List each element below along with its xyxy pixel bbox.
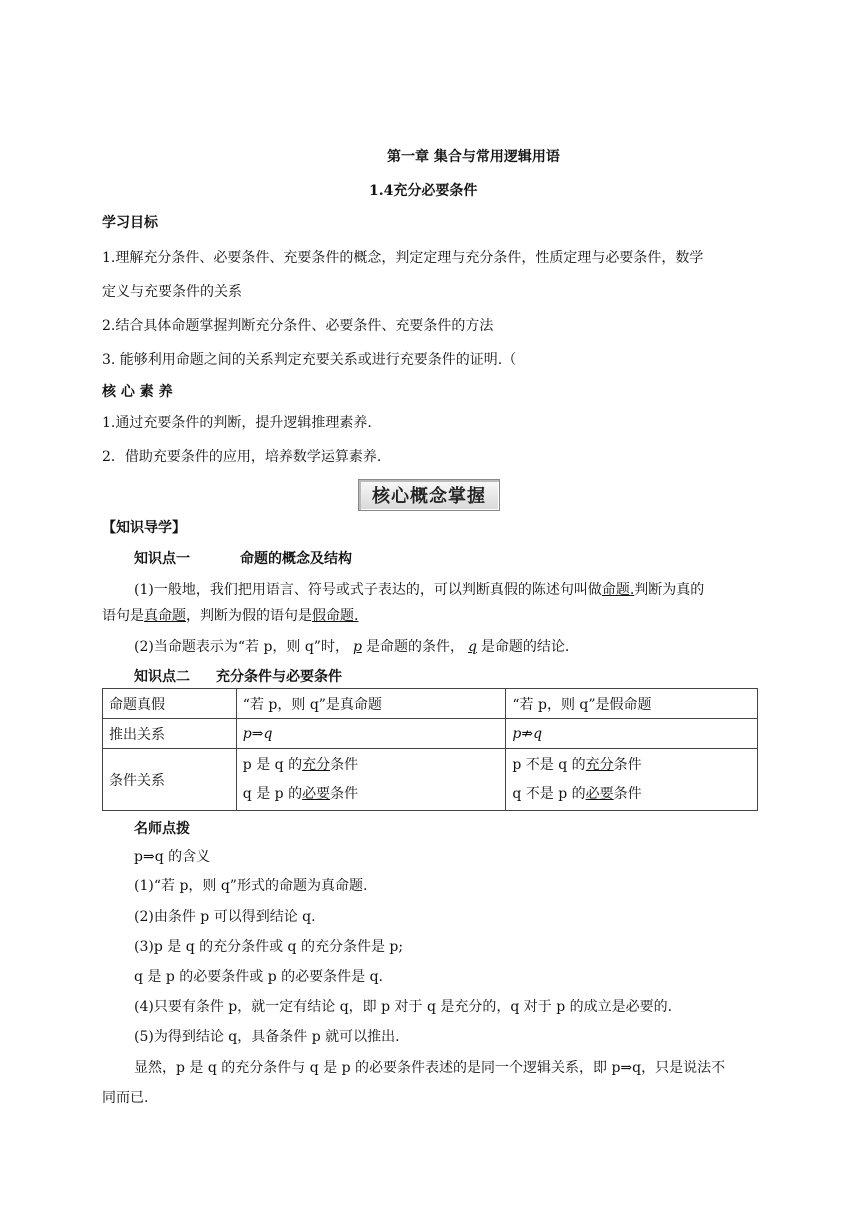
text: ，判断为假的语句是	[186, 608, 312, 624]
text: p 不是 q 的	[512, 756, 586, 773]
table-row	[103, 689, 758, 719]
cell-line	[243, 751, 500, 780]
cell-line	[512, 780, 751, 809]
objective-2: 2.结合具体命题掌握判断充分条件、必要条件、充要条件的方法	[102, 318, 494, 334]
kp1-paragraph-1-line-2	[102, 605, 358, 625]
table-cell: 条件关系	[103, 749, 237, 811]
table-cell: “若 p，则 q”是假命题	[506, 689, 758, 719]
table-row	[103, 719, 758, 749]
literacy-2: 2．借助充要条件的应用，培养数学运算素养.	[102, 449, 382, 465]
text: 判断为真的	[634, 582, 705, 598]
text: 条件	[330, 785, 359, 802]
blank-answer: 命题.	[601, 582, 635, 598]
condition-table	[102, 688, 758, 811]
tips-line: (3)p 是 q 的充分条件或 q 的充分条件是 p;	[134, 939, 404, 955]
table-cell: p⇏q	[506, 719, 758, 749]
objective-3: 3. 能够利用命题之间的关系判定充要关系或进行充要条件的证明.（	[102, 352, 517, 368]
tips-line: (5)为得到结论 q，具备条件 p 就可以推出.	[134, 1029, 400, 1045]
section-title: 1.4充分必要条件	[369, 183, 478, 199]
cell-line	[243, 780, 500, 809]
text: q 是 p 的	[242, 785, 303, 802]
text: 是命题的结论.	[480, 639, 570, 655]
tips-line: 同而已.	[102, 1090, 149, 1106]
blank-answer: 假命题.	[312, 608, 359, 624]
badge-label: 核心概念掌握	[372, 486, 486, 507]
tips-heading: 名师点拨	[134, 821, 190, 837]
cell-line	[512, 751, 751, 780]
blank-answer: 必要	[302, 785, 331, 802]
text: 条件	[613, 756, 642, 773]
text: (2)当命题表示为“若 p，则 q”时，	[134, 639, 349, 655]
objective-1-line-2: 定义与充要条件的关系	[102, 284, 242, 300]
literacy-heading: 核 心 素 养	[102, 384, 173, 400]
table-cell	[236, 749, 506, 811]
kp1-title: 命题的概念及结构	[240, 551, 352, 567]
table-row	[103, 749, 758, 811]
blank-answer: p	[352, 639, 362, 655]
table-cell: “若 p，则 q”是真命题	[236, 689, 506, 719]
text: 条件	[330, 756, 359, 773]
text: (1)一般地，我们把用语言、符号或式子表达的，可以判断真假的陈述句叫做	[134, 582, 602, 598]
blank-answer: 充分	[585, 756, 614, 773]
literacy-1: 1.通过充要条件的判断，提升逻辑推理素养.	[102, 415, 372, 431]
chapter-title: 第一章 集合与常用逻辑用语	[387, 149, 560, 165]
table-cell: 命题真假	[103, 689, 237, 719]
text: 语句是	[102, 608, 144, 624]
kp2-title: 充分条件与必要条件	[216, 669, 342, 685]
blank-answer: 真命题	[144, 608, 186, 624]
tips-line: (1)“若 p，则 q”形式的命题为真命题.	[134, 878, 368, 894]
text: q 不是 p 的	[512, 785, 586, 802]
tips-line: p⇒q 的含义	[134, 849, 211, 865]
blank-answer: q	[467, 639, 477, 655]
table-cell: p⇒q	[236, 719, 506, 749]
tips-line: (2)由条件 p 可以得到结论 q.	[134, 909, 316, 925]
table-cell	[506, 749, 758, 811]
objectives-heading: 学习目标	[102, 215, 158, 231]
text: p 是 q 的	[242, 756, 303, 773]
text: 是命题的条件，	[365, 639, 464, 655]
objective-1-line-1: 1.理解充分条件、必要条件、充要条件的概念，判定定理与充分条件，性质定理与必要条件，数学	[102, 250, 704, 266]
kp1-paragraph-2	[134, 636, 569, 656]
kp1-paragraph-1-line-1	[134, 579, 704, 599]
kp2-label: 知识点二	[134, 669, 190, 685]
guide-heading: 【知识导学】	[102, 520, 186, 536]
blank-answer: 必要	[585, 785, 614, 802]
tips-line: (4)只要有条件 p，就一定有结论 q，即 p 对于 q 是充分的，q 对于 p 的成立是必要的.	[134, 999, 673, 1015]
tips-line: q 是 p 的必要条件或 p 的必要条件是 q.	[134, 969, 383, 985]
blank-answer: 充分	[302, 756, 331, 773]
text: 条件	[613, 785, 642, 802]
kp1-label: 知识点一	[134, 551, 190, 567]
tips-line: 显然，p 是 q 的充分条件与 q 是 p 的必要条件表述的是同一个逻辑关系，即 p⇒q，只是说法不	[134, 1060, 726, 1076]
table-cell: 推出关系	[103, 719, 237, 749]
core-concept-badge	[358, 479, 500, 511]
